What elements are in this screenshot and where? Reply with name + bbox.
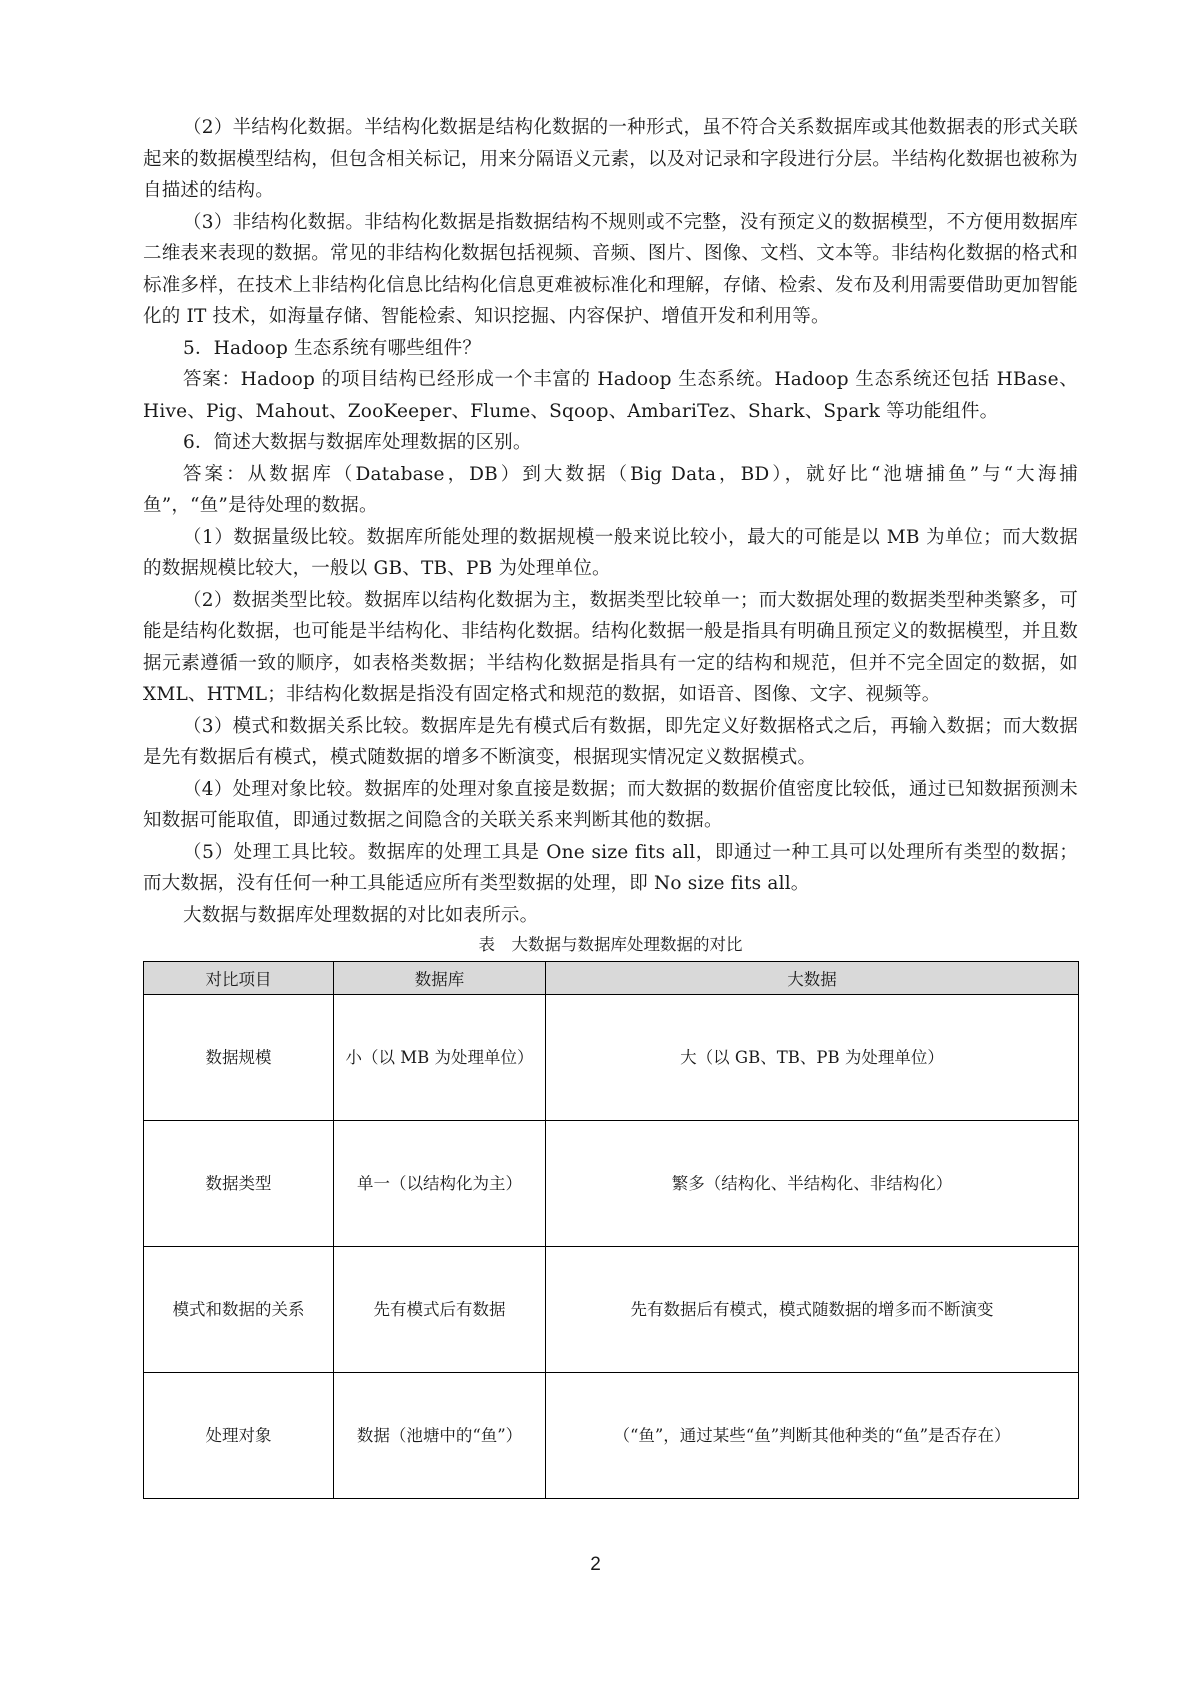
table-header-cell: 大数据 [546,962,1079,995]
paragraph: （1）数据量级比较。数据库所能处理的数据规模一般来说比较小，最大的可能是以 MB 为单位；而大数据的数据规模比较大，一般以 GB、TB、PB 为处理单位。 [143,526,1078,579]
question-heading: 5．Hadoop 生态系统有哪些组件？ [183,337,482,359]
answer-paragraph: 答案：从数据库（Database，DB）到大数据（Big Data，BD），就好比“池塘捕鱼”与“大海捕鱼”，“鱼”是待处理的数据。 [143,463,1078,516]
table-caption: 表 大数据与数据库处理数据的对比 [478,935,743,954]
comparison-table [143,961,1079,1499]
table-cell: 模式和数据的关系 [144,1247,334,1373]
table-cell: （“鱼”，通过某些“鱼”判断其他种类的“鱼”是否存在） [546,1373,1079,1499]
table-cell: 单一（以结构化为主） [334,1121,546,1247]
paragraph: 大数据与数据库处理数据的对比如表所示。 [183,904,539,926]
paragraph: （2）半结构化数据。半结构化数据是结构化数据的一种形式，虽不符合关系数据库或其他数据表的形式关联起来的数据模型结构，但包含相关标记，用来分隔语义元素，以及对记录和字段进行分层。半结构化数据也被称为自描述的结构。 [143,117,1079,201]
table-row [144,1247,1079,1373]
table-cell: 大（以 GB、TB、PB 为处理单位） [546,995,1079,1121]
question-heading: 6．简述大数据与数据库处理数据的区别。 [183,432,532,453]
table-cell: 数据类型 [144,1121,334,1247]
table-cell: 处理对象 [144,1373,334,1499]
paragraph: （3）模式和数据关系比较。数据库是先有模式后有数据，即先定义好数据格式之后，再输入数据；而大数据是先有数据后有模式，模式随数据的增多不断演变，根据现实情况定义数据模式。 [143,715,1078,768]
page-content [143,112,1078,1499]
table-cell: 先有模式后有数据 [334,1247,546,1373]
table-cell: 繁多（结构化、半结构化、非结构化） [546,1121,1079,1247]
table-cell: 小（以 MB 为处理单位） [334,995,546,1121]
table-row [144,995,1079,1121]
table-header-cell: 对比项目 [144,962,334,995]
table-header-cell: 数据库 [334,962,546,995]
table-row [144,1373,1079,1499]
paragraph: （2）数据类型比较。数据库以结构化数据为主，数据类型比较单一；而大数据处理的数据类型种类繁多，可能是结构化数据，也可能是半结构化、非结构化数据。结构化数据一般是指具有明确且预定义的数据模型，并且数据元素遵循一致的顺序，如表格类数据；半结构化数据是指具有一定的结构和规范，但并不完全固定的数据，如 XML、HTML；非结构化数据是指没有固定格式和规范的数据，如语音、图像、文字、视频等。 [143,589,1079,705]
table-header-row [144,962,1079,995]
table-row [144,1121,1079,1247]
paragraph: （5）处理工具比较。数据库的处理工具是 One size fits all，即通过一种工具可以处理所有类型的数据；而大数据，没有任何一种工具能适应所有类型数据的处理，即 No size fits all。 [143,841,1078,894]
paragraph: （3）非结构化数据。非结构化数据是指数据结构不规则或不完整，没有预定义的数据模型，不方便用数据库二维表来表现的数据。常见的非结构化数据包括视频、音频、图片、图像、文档、文本等。非结构化数据的格式和标准多样，在技术上非结构化信息比结构化信息更难被标准化和理解，存储、检索、发布及利用需要借助更加智能化的 IT 技术，如海量存储、智能检索、知识挖掘、内容保护、增值开发和利用等。 [143,211,1079,327]
page-number: 2 [590,1554,601,1575]
table-cell: 数据规模 [144,995,334,1121]
table-cell: 数据（池塘中的“鱼”） [334,1373,546,1499]
paragraph: （4）处理对象比较。数据库的处理对象直接是数据；而大数据的数据价值密度比较低，通过已知数据预测未知数据可能取值，即通过数据之间隐含的关联关系来判断其他的数据。 [143,778,1078,831]
answer-paragraph: 答案：Hadoop 的项目结构已经形成一个丰富的 Hadoop 生态系统。Hadoop 生态系统还包括 HBase、Hive、Pig、Mahout、ZooKeeper、Flume、Sqoop、AmbariTez、Shark、Spark 等功能组件。 [143,369,1078,422]
table-cell: 先有数据后有模式，模式随数据的增多而不断演变 [546,1247,1079,1373]
